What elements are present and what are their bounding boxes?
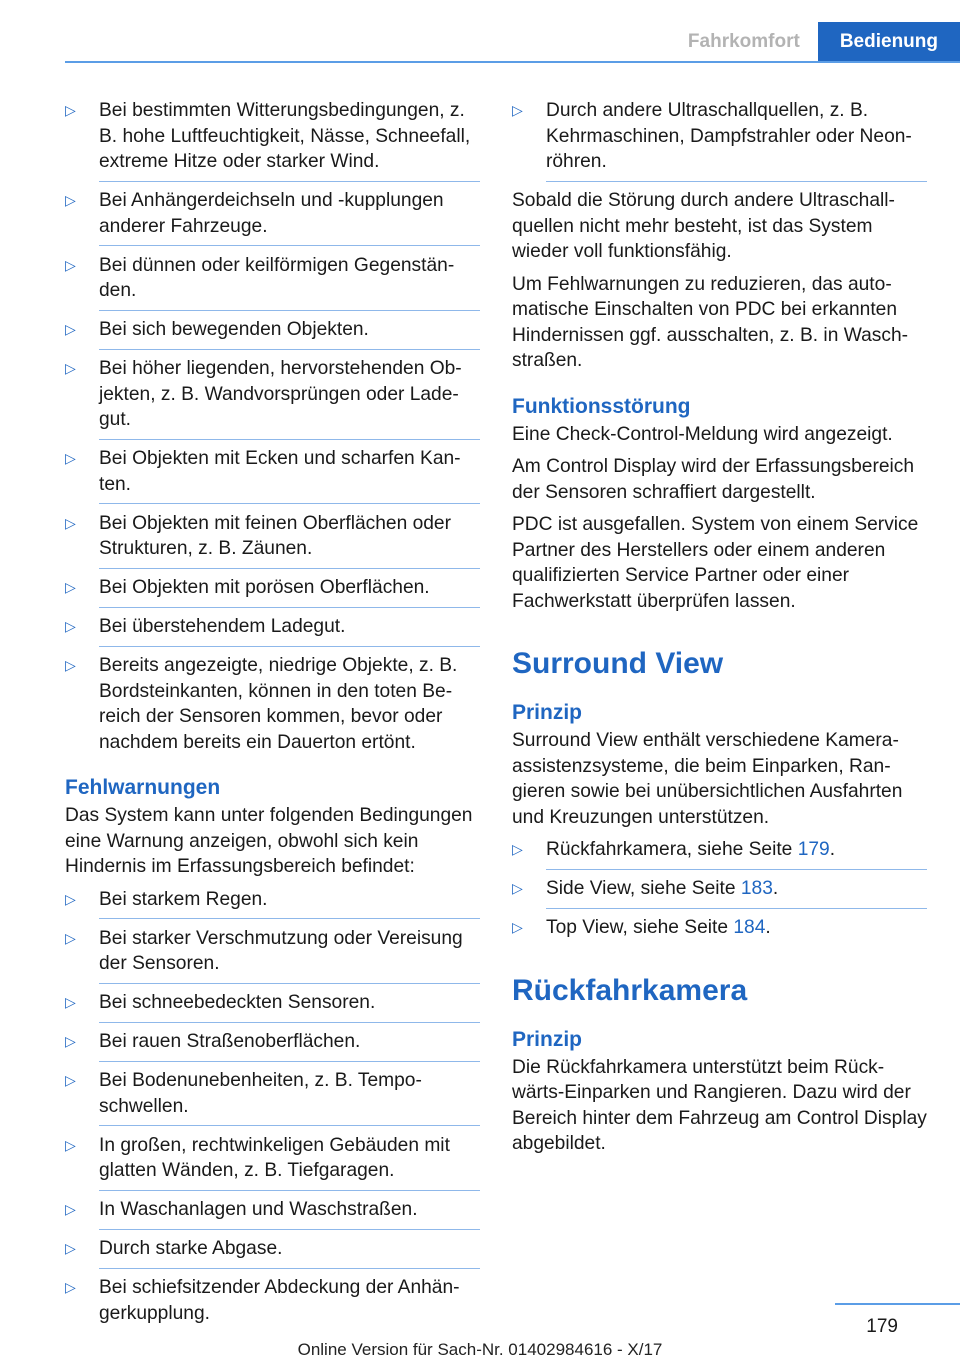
paragraph: Sobald die Störung durch andere Ultraschallquellen nicht mehr besteht, ist das System wieder voll funktionsfähig. bbox=[512, 190, 895, 262]
list-item: ▷ Durch andere Ultraschallquellen, z. B. Kehrmaschinen, Dampfstrahler oder Neonröhren. bbox=[512, 98, 927, 182]
item-divider bbox=[546, 869, 927, 870]
list-item: ▷ Bei starkem Regen. bbox=[65, 887, 480, 920]
tab-bedienung[interactable]: Bedienung bbox=[818, 22, 960, 62]
triangle-bullet-icon bbox=[65, 990, 76, 1016]
triangle-bullet-icon bbox=[65, 1236, 76, 1262]
triangle-bullet-icon bbox=[65, 926, 76, 952]
triangle-bullet-icon bbox=[65, 253, 76, 279]
item-divider bbox=[99, 439, 480, 440]
limitations-list bbox=[65, 98, 480, 755]
triangle-bullet-icon bbox=[65, 653, 76, 679]
list-item: ▷ Bei dünnen oder keilförmigen Gegenständen. bbox=[65, 253, 480, 311]
item-divider bbox=[546, 181, 927, 182]
list-item: ▷ Top View, siehe Seite 184. bbox=[512, 915, 927, 941]
paragraph: Um Fehlwarnungen zu reduzieren, das automatische Einschalten von PDC bei erkannten Hindernissen ggf. ausschalten, z. B. in Waschstraßen. bbox=[512, 273, 909, 371]
item-divider bbox=[99, 503, 480, 504]
list-item: ▷ Bei Anhängerdeichseln und -kupplungen anderer Fahrzeuge. bbox=[65, 188, 480, 246]
list-item: ▷ Bei Bodenunebenheiten, z. B. Temposchwellen. bbox=[65, 1068, 480, 1126]
list-item: ▷ Bei schneebedeckten Sensoren. bbox=[65, 990, 480, 1023]
paragraph: Am Control Display wird der Erfassungsbereich der Sensoren schraffiert dargestellt. bbox=[512, 456, 915, 503]
page-link-184[interactable]: 184 bbox=[733, 917, 766, 938]
triangle-bullet-icon bbox=[65, 575, 76, 601]
paragraph: Surround View enthält verschiedene Kameraassistenzsysteme, die beim Einparken, Rangieren sowie bei unübersichtlichen Ausfahrten und Kreuzungen unterstützen. bbox=[512, 730, 903, 828]
item-divider bbox=[99, 349, 480, 350]
list-item: ▷ In großen, rechtwinkeligen Gebäuden mit glatten Wänden, z. B. Tiefgaragen. bbox=[65, 1133, 480, 1191]
triangle-bullet-icon bbox=[65, 446, 76, 472]
paragraph: Eine Check-Control-Meldung wird angezeigt. bbox=[512, 423, 893, 445]
ultrasound-list bbox=[512, 98, 927, 182]
item-divider bbox=[99, 1268, 480, 1269]
footer-text: Online Version für Sach-Nr. 01402984616 - X/17 bbox=[297, 1340, 663, 1359]
list-item: ▷ Bei starker Verschmutzung oder Vereisung der Sensoren. bbox=[65, 926, 480, 984]
paragraph: Die Rückfahrkamera unterstützt beim Rückwärts-Einparken und Rangieren. Dazu wird der Bereich hinter dem Fahrzeug am Control Display abgebildet. bbox=[512, 1056, 927, 1154]
item-divider bbox=[99, 1190, 480, 1191]
section-heading-fehlwarnungen: Fehlwarnungen bbox=[65, 776, 221, 799]
list-item: ▷ Durch starke Abgase. bbox=[65, 1236, 480, 1269]
left-column bbox=[65, 98, 480, 1333]
list-item: ▷ In Waschanlagen und Waschstraßen. bbox=[65, 1197, 480, 1230]
item-divider bbox=[99, 1125, 480, 1126]
list-item: ▷ Bei höher liegenden, hervorstehenden Objekten, z. B. Wandvorsprüngen oder Ladegut. bbox=[65, 356, 480, 440]
triangle-bullet-icon bbox=[65, 887, 76, 913]
footer-divider bbox=[835, 1303, 960, 1305]
triangle-bullet-icon bbox=[65, 188, 76, 214]
header-tabs bbox=[670, 22, 960, 62]
section-heading-funktionsstoerung: Funktionsstörung bbox=[512, 394, 691, 418]
list-item: ▷ Bei überstehendem Ladegut. bbox=[65, 614, 480, 647]
item-divider bbox=[99, 245, 480, 246]
page-number: 179 bbox=[866, 1316, 898, 1337]
list-item: ▷ Bei bestimmten Witterungsbedingungen, z. B. hohe Luftfeuchtigkeit, Nässe, Schneefall, extreme Hitze oder starker Wind. bbox=[65, 98, 480, 182]
item-divider bbox=[99, 1022, 480, 1023]
camera-links-list bbox=[512, 837, 927, 941]
triangle-bullet-icon bbox=[65, 356, 76, 382]
list-item: ▷ Bei sich bewegenden Objekten. bbox=[65, 317, 480, 350]
triangle-bullet-icon bbox=[65, 317, 76, 343]
triangle-bullet-icon bbox=[512, 915, 523, 941]
page-link-183[interactable]: 183 bbox=[740, 878, 773, 899]
triangle-bullet-icon bbox=[512, 98, 523, 124]
subheading-prinzip: Prinzip bbox=[512, 701, 583, 724]
section-title-surround-view: Surround View bbox=[512, 647, 724, 680]
false-warning-list bbox=[65, 887, 480, 1327]
page-link-179[interactable]: 179 bbox=[797, 839, 830, 860]
item-divider bbox=[546, 908, 927, 909]
list-item: ▷ Bei rauen Straßenoberflächen. bbox=[65, 1029, 480, 1062]
header-divider bbox=[65, 61, 960, 63]
list-item: ▷ Bei Objekten mit feinen Oberflächen oder Strukturen, z. B. Zäunen. bbox=[65, 511, 480, 569]
list-item: ▷ Bei Objekten mit Ecken und scharfen Kanten. bbox=[65, 446, 480, 504]
list-item: ▷ Bereits angezeigte, niedrige Objekte, z. B. Bordsteinkanten, können in den toten Bereich der Sensoren kommen, bevor oder nachdem bereits ein Dauerton ertönt. bbox=[65, 653, 480, 755]
list-item: ▷ Bei Objekten mit porösen Oberflächen. bbox=[65, 575, 480, 608]
list-item: ▷ Bei schiefsitzender Abdeckung der Anhängerkupplung. bbox=[65, 1275, 480, 1326]
item-divider bbox=[99, 181, 480, 182]
triangle-bullet-icon bbox=[65, 1275, 76, 1301]
triangle-bullet-icon bbox=[65, 1029, 76, 1055]
triangle-bullet-icon bbox=[65, 1197, 76, 1223]
triangle-bullet-icon bbox=[512, 876, 523, 902]
list-item: ▷ Rückfahrkamera, siehe Seite 179. bbox=[512, 837, 927, 870]
paragraph: PDC ist ausgefallen. System von einem Service Partner des Herstellers oder einem anderen qualifizierten Service Partner oder einer Fachwerkstatt überprüfen lassen. bbox=[512, 514, 919, 612]
triangle-bullet-icon bbox=[65, 98, 76, 124]
section-title-rueckfahrkamera: Rückfahrkamera bbox=[512, 973, 748, 1007]
item-divider bbox=[99, 1061, 480, 1062]
triangle-bullet-icon bbox=[65, 1068, 76, 1094]
item-divider bbox=[99, 918, 480, 919]
item-divider bbox=[99, 607, 480, 608]
item-divider bbox=[99, 646, 480, 647]
triangle-bullet-icon bbox=[512, 837, 523, 863]
tab-fahrkomfort[interactable]: Fahrkomfort bbox=[687, 31, 800, 52]
item-divider bbox=[99, 1229, 480, 1230]
triangle-bullet-icon bbox=[65, 511, 76, 537]
item-divider bbox=[99, 568, 480, 569]
triangle-bullet-icon bbox=[65, 614, 76, 640]
triangle-bullet-icon bbox=[65, 1133, 76, 1159]
item-divider bbox=[99, 983, 480, 984]
fehlwarnungen-intro: Das System kann unter folgenden Bedingungen eine Warnung anzeigen, obwohl sich kein Hindernis im Erfassungsbereich befindet: bbox=[65, 805, 473, 877]
right-column bbox=[512, 98, 927, 1164]
item-divider bbox=[99, 310, 480, 311]
subheading-prinzip: Prinzip bbox=[512, 1027, 583, 1051]
list-item: ▷ Side View, siehe Seite 183. bbox=[512, 876, 927, 909]
